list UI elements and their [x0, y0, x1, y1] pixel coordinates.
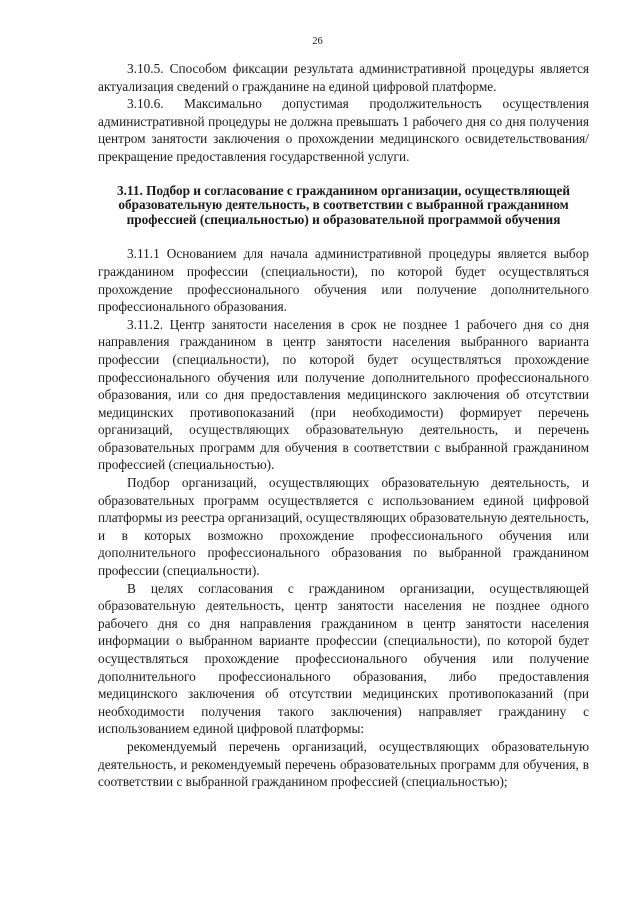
paragraph-3-11-2: 3.11.2. Центр занятости населения в срок не позднее 1 рабочего дня со дня направления гражданином в центр занятости населения выбранного варианта профессии (специальности), по которой будет осуществляться прохождение профессионального обучения или получение дополнительного профессионального образования, или со дня предоставления медицинского заключения об отсутствии медицинских противопоказаний (при необходимости) формирует перечень организаций, осуществляющих образовательную деятельность, и перечень образовательных программ для обучения в соответствии с выбранной гражданином профессией (специальностью). — [98, 316, 589, 473]
paragraph-agreement-with-citizen: В целях согласования с гражданином организации, осуществляющей образовательную деятельность, центр занятости населения не позднее одного рабочего дня со дня направления гражданином в центр занятости населения информации о выбранном варианте профессии (специальности), по которой будет осуществляться прохождение профессионального обучения или получение дополнительного профессионального образования, либо предоставления медицинского заключения об отсутствии медицинских противопоказаний (при необходимости получения такого заключения) направляет гражданину с использованием единой цифровой платформы: — [98, 580, 589, 737]
page-number: 26 — [312, 36, 323, 47]
paragraph-3-10-6: 3.10.6. Максимально допустимая продолжительность осуществления административной процедуры не должна превышать 1 рабочего дня со дня получения центром занятости заключения о прохождении медицинского освидетельствования/прекращение предоставления государственной услуги. — [98, 96, 589, 164]
page-content — [98, 60, 589, 791]
paragraph-3-10-5: 3.10.5. Способом фиксации результата административной процедуры является актуализация сведений о гражданине на единой цифровой платформе. — [98, 61, 589, 94]
paragraph-recommended-list: рекомендуемый перечень организаций, осуществляющих образовательную деятельность, и рекомендуемый перечень образовательных программ для обучения, в соответствии с выбранной гражданином профессией (специальностью); — [98, 738, 589, 790]
paragraph-3-11-1: 3.11.1 Основанием для начала административной процедуры является выбор гражданином профессии (специальности), по которой будет осуществляться прохождение профессионального обучения или получение дополнительного профессионального образования. — [98, 246, 589, 315]
section-heading-3-11: 3.11. Подбор и согласование с гражданином организации, осуществляющей образовательную деятельность, в соответствии с выбранной гражданином профессией (специальностью) и образовательной программой обучения — [116, 182, 571, 227]
paragraph-selection-of-organizations: Подбор организаций, осуществляющих образовательную деятельность, и образовательных программ осуществляется с использованием единой цифровой платформы из реестра организаций, осуществляющих образовательную деятельность, и в которых возможно прохождение профессионального обучения или дополнительного профессионального образования по выбранной гражданином профессии (специальности). — [98, 475, 589, 579]
